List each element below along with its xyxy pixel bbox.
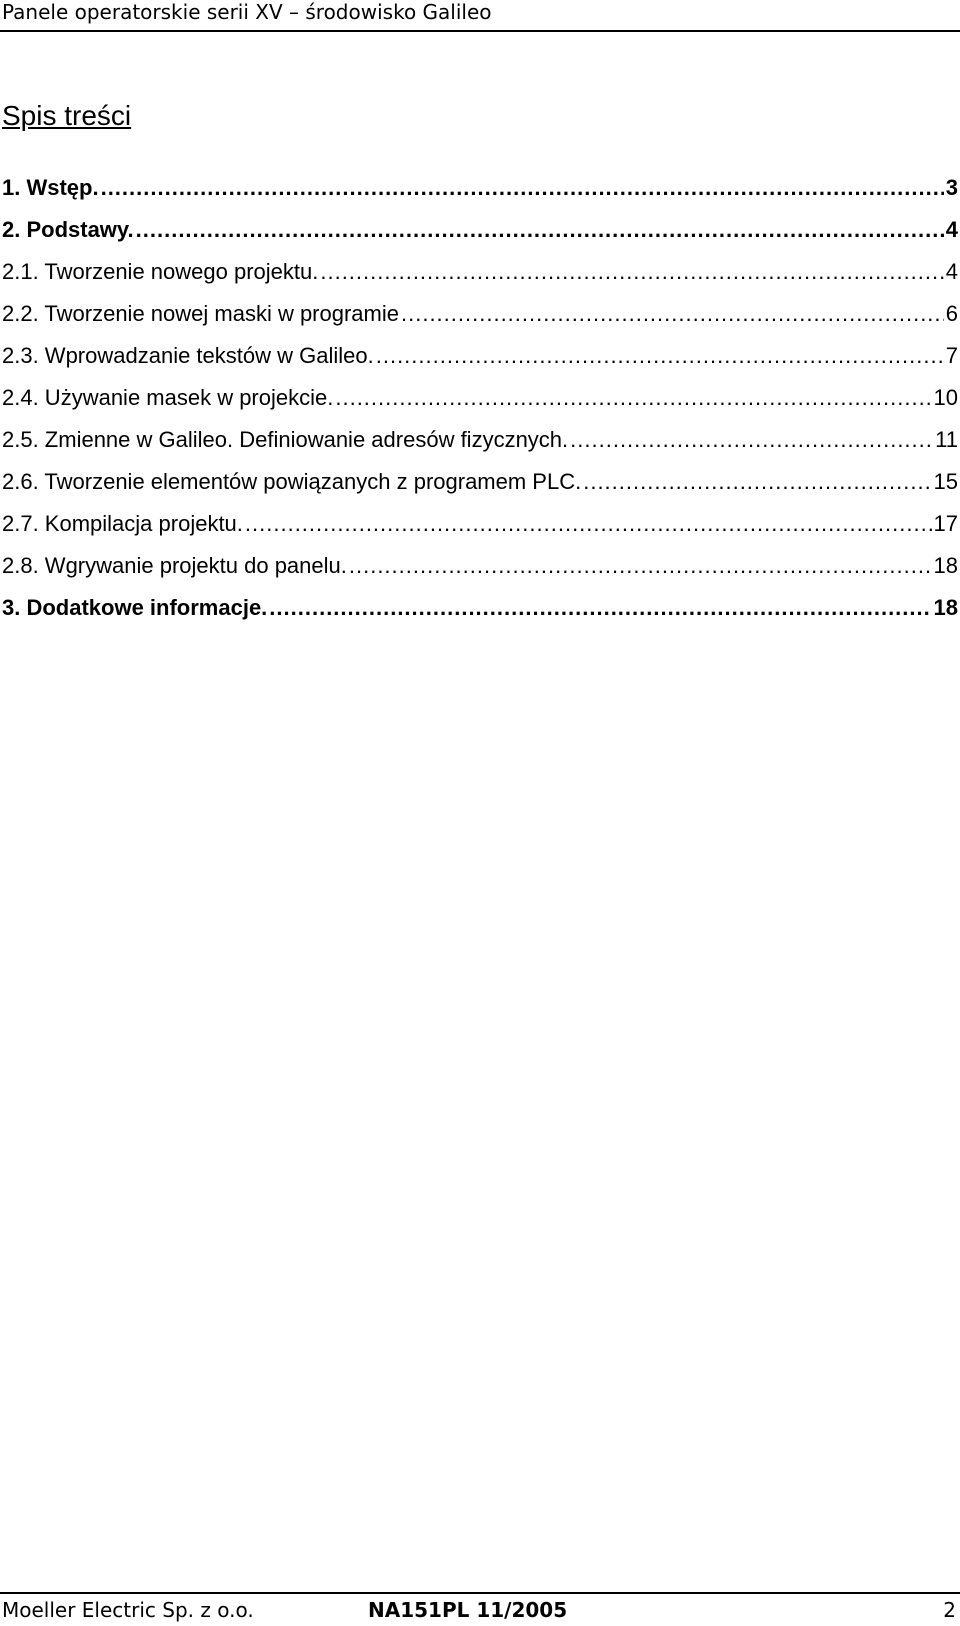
dot-leader: [583, 468, 931, 496]
header-title: Panele operatorskie serii XV – środowisko Galileo: [2, 0, 492, 24]
dot-leader: [101, 174, 944, 202]
toc-entry-page: 11: [935, 427, 958, 452]
toc-entry[interactable]: [2, 216, 958, 244]
toc-entry[interactable]: [2, 384, 958, 412]
toc-entry-title: 2.6. Tworzenie elementów powiązanych z programem PLC.: [2, 469, 582, 494]
toc-entry-title: 2.7. Kompilacja projektu.: [2, 511, 243, 536]
dot-leader: [269, 594, 931, 622]
toc-entry-title: 2.5. Zmienne w Galileo. Definiowanie adresów fizycznych.: [2, 427, 569, 452]
toc-entry-page: 10: [933, 385, 958, 410]
toc-entry[interactable]: [2, 300, 958, 328]
page-header: [0, 0, 960, 32]
dot-leader: [570, 426, 933, 454]
toc-entry[interactable]: [2, 258, 958, 286]
dot-leader: [401, 300, 944, 328]
footer-page-number: 2: [943, 1598, 956, 1622]
toc-entry[interactable]: [2, 510, 958, 538]
toc-entry[interactable]: [2, 594, 958, 622]
toc-entry-page: 18: [933, 595, 958, 620]
toc-entry-title: 2.3. Wprowadzanie tekstów w Galileo.: [2, 343, 374, 368]
toc-entry[interactable]: [2, 174, 958, 202]
dot-leader: [349, 552, 932, 580]
toc-entry-title: 2.4. Używanie masek w projekcie.: [2, 385, 334, 410]
dot-leader: [320, 258, 943, 286]
toc-entry-title: 3. Dodatkowe informacje.: [2, 595, 268, 620]
toc-entry-page: 4: [945, 217, 958, 242]
toc-entry-page: 18: [933, 553, 958, 578]
dot-leader: [245, 510, 932, 538]
toc-entry-page: 7: [945, 343, 958, 368]
toc-entry-page: 3: [945, 175, 958, 200]
toc-entry-page: 6: [945, 301, 958, 326]
dot-leader: [136, 216, 944, 244]
toc-heading: Spis treści: [2, 100, 132, 131]
toc-entry[interactable]: [2, 426, 958, 454]
page-footer: [0, 1592, 960, 1626]
toc-entry-title: 2.1. Tworzenie nowego projektu.: [2, 259, 319, 284]
footer-company: Moeller Electric Sp. z o.o.: [2, 1598, 254, 1622]
footer-document-id: NA151PL 11/2005: [368, 1598, 568, 1622]
toc-entry[interactable]: [2, 342, 958, 370]
dot-leader: [376, 342, 944, 370]
toc-entry-page: 15: [933, 469, 958, 494]
toc-entry[interactable]: [2, 468, 958, 496]
toc-entry-page: 17: [933, 511, 958, 536]
dot-leader: [335, 384, 931, 412]
toc-entry-title: 2. Podstawy.: [2, 217, 134, 242]
toc-entry[interactable]: [2, 552, 958, 580]
toc-entry-page: 4: [945, 259, 958, 284]
toc-entry-title: 2.8. Wgrywanie projektu do panelu.: [2, 553, 347, 578]
toc-entry-title: 1. Wstęp.: [2, 175, 99, 200]
toc-entry-title: 2.2. Tworzenie nowej maski w programie: [2, 301, 399, 326]
